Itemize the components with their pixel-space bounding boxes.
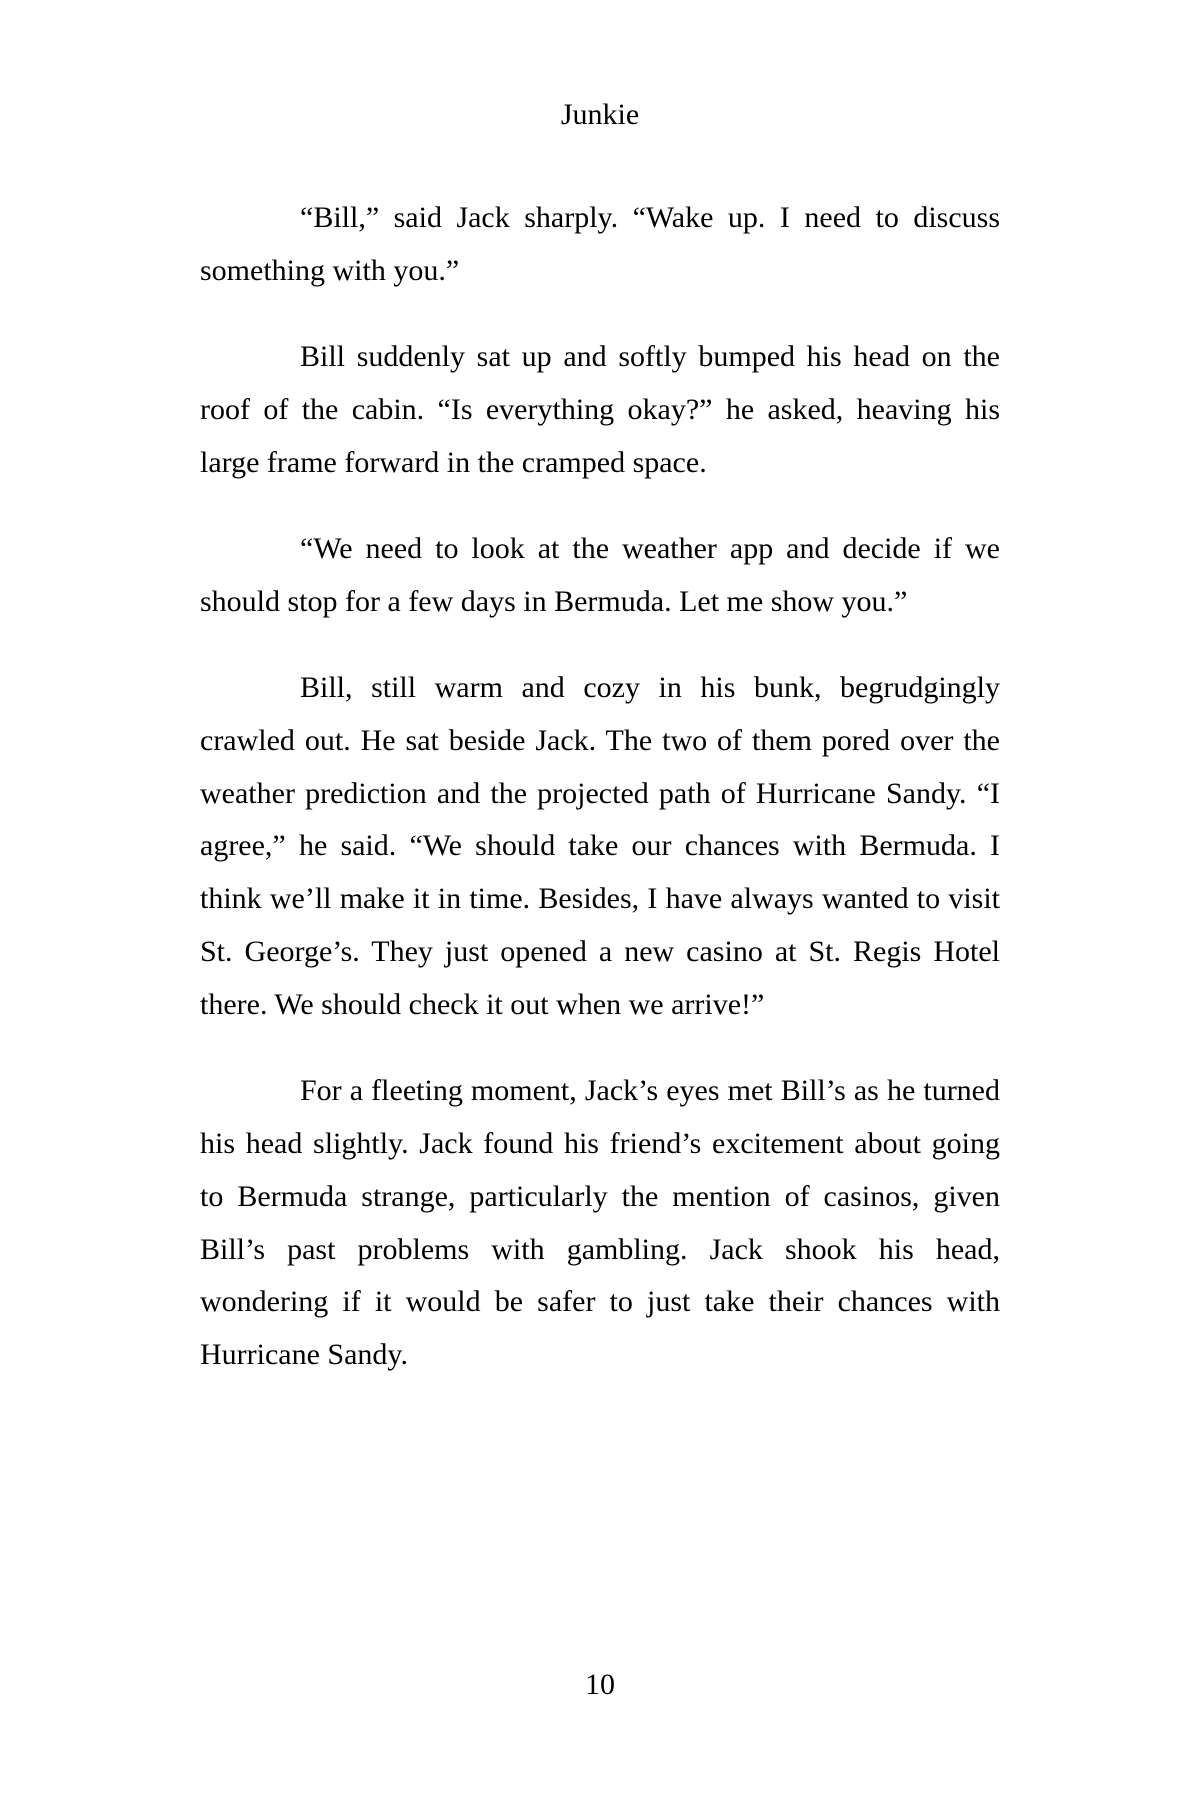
text-line: his head slightly. Jack found his friend’s excitement about going — [200, 1126, 1000, 1160]
text-line: St. George’s. They just opened a new casino at St. Regis Hotel — [200, 935, 1000, 969]
text-line: think we’ll make it in time. Besides, I have always wanted to visit — [200, 882, 1000, 916]
paragraph-1 — [200, 192, 1000, 298]
running-header-title: Junkie — [560, 98, 640, 131]
text-line: to Bermuda strange, particularly the mention of casinos, given — [200, 1179, 1000, 1213]
text-line: weather prediction and the projected path of Hurricane Sandy. “I — [200, 776, 1000, 810]
text-line: roof of the cabin. “Is everything okay?” he asked, heaving his — [200, 392, 1000, 426]
text-line: something with you.” — [200, 253, 460, 287]
page-number: 10 — [585, 1668, 615, 1701]
text-line: Bill suddenly sat up and softly bumped his head on the — [300, 340, 1000, 374]
text-line: crawled out. He sat beside Jack. The two of them pored over the — [200, 723, 1000, 757]
paragraph-2 — [200, 331, 1000, 489]
text-line: Bill’s past problems with gambling. Jack shook his head, — [200, 1232, 1000, 1266]
text-line: large frame forward in the cramped space. — [200, 445, 707, 479]
paragraph-4 — [200, 662, 1000, 1032]
text-line: should stop for a few days in Bermuda. Let me show you.” — [200, 584, 908, 618]
text-line: agree,” he said. “We should take our chances with Bermuda. I — [200, 829, 1000, 863]
paragraph-3 — [200, 523, 1000, 629]
text-line: “We need to look at the weather app and decide if we — [300, 531, 1000, 565]
text-line: Hurricane Sandy. — [200, 1338, 408, 1372]
text-line: there. We should check it out when we arrive!” — [200, 987, 765, 1021]
text-line: Bill, still warm and cozy in his bunk, begrudgingly — [300, 671, 1000, 705]
text-line: wondering if it would be safer to just take their chances with — [200, 1285, 1000, 1319]
text-line: For a fleeting moment, Jack’s eyes met Bill’s as he turned — [300, 1074, 1000, 1108]
text-line: “Bill,” said Jack sharply. “Wake up. I need to discuss — [300, 201, 1000, 234]
paragraph-5 — [200, 1065, 1000, 1382]
body-text — [200, 192, 1000, 1415]
